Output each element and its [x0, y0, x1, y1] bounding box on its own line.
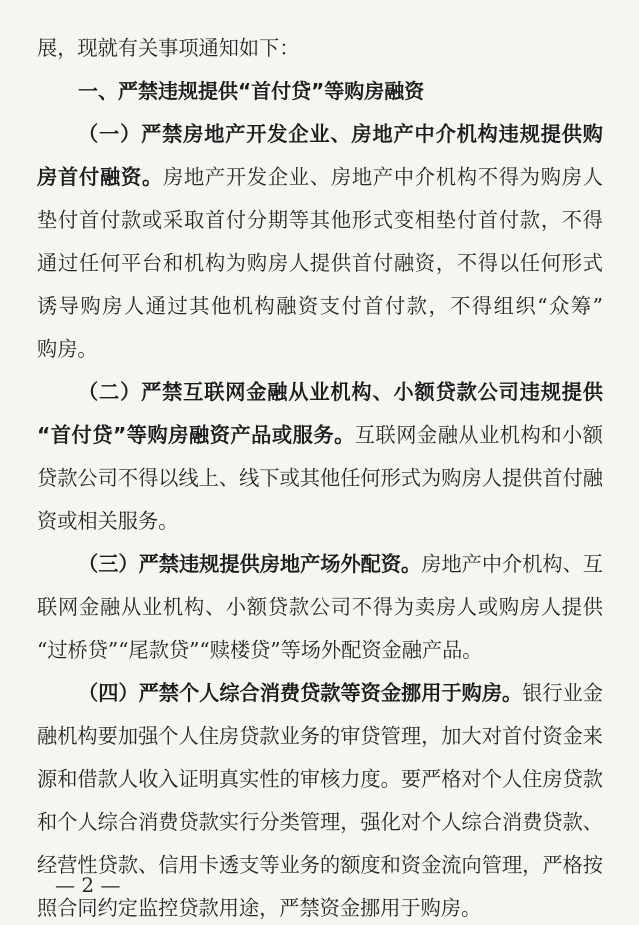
- paragraph-3-line-2: 联网金融从业机构、小额贷款公司不得为卖房人或购房人提供: [37, 595, 603, 619]
- paragraph-3-line-1: [78, 547, 603, 581]
- paragraph-4-line-5: 经营性贷款、信用卡透支等业务的额度和资金流向管理，严格按: [37, 853, 603, 877]
- paragraph-2-line-1: [78, 375, 603, 409]
- paragraph-4-bold-label: （四）严禁个人综合消费贷款等资金挪用于购房。: [78, 681, 523, 705]
- paragraph-2-line-2: [37, 418, 603, 452]
- paragraph-3-body-start: 房地产中介机构、互: [421, 552, 603, 576]
- paragraph-1-line-4: 通过任何平台和机构为购房人提供首付融资，不得以任何形式: [37, 251, 603, 275]
- section-heading: 一、严禁违规提供“首付贷”等购房融资: [78, 79, 425, 103]
- paragraph-2-bold-label-cont: “首付贷”等购房融资产品或服务。: [37, 423, 355, 447]
- paragraph-2-line-3: 贷款公司不得以线上、线下或其他任何形式为购房人提供首付融: [37, 466, 603, 490]
- paragraph-4-line-4: 和个人综合消费贷款实行分类管理，强化对个人综合消费贷款、: [37, 810, 603, 834]
- paragraph-1-bold-label-cont: 房首付融资。: [37, 165, 163, 189]
- intro-line: 展，现就有关事项通知如下：: [37, 36, 300, 60]
- paragraph-1-bold-label: （一）严禁房地产开发企业、房地产中介机构违规提供购: [78, 122, 603, 146]
- paragraph-2-bold-label: （二）严禁互联网金融从业机构、小额贷款公司违规提供: [78, 380, 603, 404]
- paragraph-1-line-2: [37, 160, 603, 194]
- paragraph-3-bold-label: （三）严禁违规提供房地产场外配资。: [78, 552, 422, 576]
- paragraph-1-line-6: 购房。: [37, 337, 98, 361]
- paragraph-2-line-4: 资或相关服务。: [37, 509, 179, 533]
- paragraph-4-line-2: 融机构要加强个人住房贷款业务的审贷管理，加大对首付资金来: [37, 724, 603, 748]
- paragraph-1-line-5: 诱导购房人通过其他机构融资支付首付款，不得组织“众筹”: [37, 294, 603, 318]
- paragraph-1-body-cont: 房地产开发企业、房地产中介机构不得为购房人: [162, 165, 603, 189]
- paragraph-4-body-start: 银行业金: [522, 681, 603, 705]
- paragraph-1-line-3: 垫付首付款或采取首付分期等其他形式变相垫付首付款，不得: [37, 208, 603, 232]
- page-number: — 2 —: [55, 873, 121, 897]
- paragraph-2-body-cont: 互联网金融从业机构和小额: [354, 423, 603, 447]
- paragraph-4-line-1: [78, 676, 603, 710]
- paragraph-1-line-1: [78, 117, 603, 151]
- paragraph-4-line-3: 源和借款人收入证明真实性的审核力度。要严格对个人住房贷款: [37, 767, 603, 791]
- paragraph-3-line-3: “过桥贷”“尾款贷”“赎楼贷”等场外配资金融产品。: [37, 638, 483, 662]
- paragraph-4-line-6: 照合同约定监控贷款用途，严禁资金挪用于购房。: [37, 896, 482, 920]
